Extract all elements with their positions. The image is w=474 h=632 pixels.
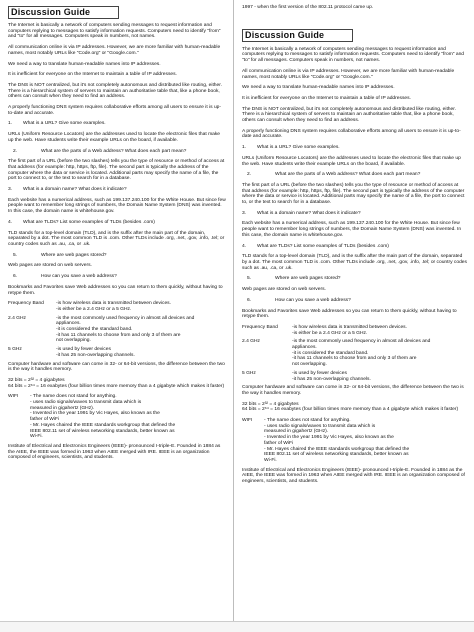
intro-paragraph: The Internet is basically a network of computers sending messages to request information and computers replying to messages to satisfy information requests. Computers need to identify "from" and "to" for all messages. Computers speak in numbers, not names. bbox=[8, 23, 221, 40]
question-4-2: 4. What are TLDs? List some examples of TLDs (besides .com) bbox=[242, 243, 389, 249]
answer-2: The first part of a URL (before the two slashes) tells you the type of resource or method of access at that address (for example: http, https, ftp, file). The second part is typically the address of the computer where the data or service is located. Additional parts may specify the name of a file, the port to connect to, or the text to search for in a database. bbox=[8, 159, 225, 182]
dns-paragraph: The DNS is NOT centralized, but it's not completely autonomous and distributed like routing, either. There is a hierarchical system of servers to maintain an authoritative table that, like a phone book, others can consult when they need to find an address. bbox=[8, 82, 222, 100]
answer-4: TLD stands for a top-level domain (TLD), and is the suffix after the main part of the domain, separated by a dot. The most common TLD is .com. Other TLDs include .org, .net, .gov, .info, .tel; or country codes such as .au, .ca, or .uk. bbox=[8, 230, 225, 247]
left-column bbox=[2, 0, 231, 632]
answer-5: Web pages are stored on web servers. bbox=[8, 263, 92, 269]
question-1: 1. What is a URL? Give some examples. bbox=[8, 121, 106, 127]
question-1-2: 1. What is a URL? Give some examples. bbox=[242, 145, 340, 151]
question-3: 3. What is a domain name? What does it indicate? bbox=[8, 187, 127, 193]
top-note: 1997 - when the first version of the 802.11 protocol came up. bbox=[242, 5, 374, 10]
proper-dns-paragraph-2: A properly functioning DNS system requires collaborative efforts among all users to ensure it is up-to-date and accurate. bbox=[242, 128, 461, 140]
translate-paragraph-2: We need a way to translate human-readable names into IP addresses. bbox=[242, 85, 395, 91]
page-footer-strip bbox=[0, 621, 474, 632]
question-6: 6. How can you save a web address? bbox=[13, 274, 117, 280]
ieee-paragraph-2: Institute of Electrical and Electronics Engineers (IEEE)- pronounced I-triple-E. Founded in 1884 as the AIEE, the IEEE was formed in 1963 when AIEE merged with IRE. IEEE is an organization composed of engineers, scientists, and students. bbox=[242, 467, 465, 485]
answer-6: Bookmarks and Favorites save Web addresses so you can return to them quickly, without having to retype them. bbox=[8, 284, 223, 296]
bits-paragraph: Computer hardware and software can come in 32- or 64-bit versions, the difference between the two is the way it handles memory. bbox=[8, 361, 225, 373]
frequency-band-definition: Frequency Band -is how wireless data is transmitted between devices. -is either be a 2.4 GHz or a 5 GHz. bbox=[8, 301, 171, 312]
answer-3: Each website has a numerical address, such as 199.137.240.100 for the White House. But since few people want to remember long strings of numbers, the Domain Name System (DNS) was invented. In this case, the domain name is whitehouse.gov. bbox=[8, 197, 226, 215]
answer-1: URLs (Uniform Resource Locators) are the addresses used to locate the electronic files that make up the web. Have students write their example URLs on the board, if available. bbox=[8, 132, 221, 143]
ghz24-definition-2: 2.4 GHz -is the most commonly used frequency in almost all devices and appliances. -it is considered the standard band. -it has 11 channels to choose from and only 3 of them are not overlapping. bbox=[242, 339, 431, 368]
bits64-line: 64 bits = 2⁶⁴ = 16 exabytes (four billion times more memory than a 4 gigabyte which makes it faster) bbox=[8, 383, 225, 389]
bits-paragraph-2: Computer hardware and software can come in 32- or 64-bit versions, the difference between the two is the way it handles memory. bbox=[242, 385, 464, 396]
page-title: Discussion Guide bbox=[8, 6, 119, 19]
question-4: 4. What are TLDs? List some examples of TLDs (besides .com) bbox=[8, 219, 155, 225]
bits64-line-2: 64 bits = 2⁶⁴ = 16 exabytes (four billion times more memory than a 4 gigabyte which makes it faster) bbox=[242, 407, 459, 413]
question-2: 2. What are the parts of a Web address? What does each part mean? bbox=[13, 148, 187, 154]
question-3-2: 3. What is a domain name? What does it indicate? bbox=[242, 210, 361, 216]
ghz5-definition: 5 GHz -is used by fewer devices -it has 25 non-overlapping channels. bbox=[8, 347, 135, 358]
translate-paragraph: We need a way to translate human-readable names into IP addresses. bbox=[8, 61, 161, 67]
ghz24-definition: 2.4 GHz -is the most commonly used frequency in almost all devices and appliances. -it is considered the standard band. -it has 11 channels to choose from and only 3 of them are not overlapping. bbox=[8, 315, 195, 344]
question-5: 5. Where are web pages stored? bbox=[13, 252, 107, 258]
ip-paragraph-2: All communication online is via IP addresses. However, we are more familiar with human-readable names, most notably URLs like "Code.org" or "Google.com." bbox=[242, 68, 455, 80]
bits32-line: 32 bits = 2³² = 4 gigabytes bbox=[8, 377, 65, 383]
ip-paragraph: All communication online is via IP addresses. However, we are more familiar with human-readable names, most notably URLs like "Code.org" or "Google.com." bbox=[8, 45, 221, 56]
question-6-2: 6. How can you save a web address? bbox=[247, 297, 351, 303]
inefficient-paragraph: It is inefficient for everyone on the Internet to maintain a table of IP addresses. bbox=[8, 72, 177, 78]
ieee-paragraph: Institute of Electrical and Electronics Engineers (IEEE)- pronounced I-triple-E. Founded in 1884 as the AIEE, the IEEE was formed in 1963 when AIEE merged with IRE. IEEE is an organization composed of engineers, scientists, and students. bbox=[8, 443, 221, 461]
answer-3-2: Each website has a numerical address, such as 199.137.240.100 for the White House. But since few people want to remember long strings of numbers, the Domain Name System (DNS) was invented. In this case, the domain name is whitehouse.gov. bbox=[242, 221, 462, 238]
wifi-definition-2: WIFI - The name does not stand for anything. - uses radio signals/waves to transmit data which is measured in gigahertz (GHz). - Invented in the year 1991 by Vic Hayes, also known as the father of WiFi - Mr. Hayes chaired the IEEE standards workgroup that defined the IEEE 802.11 set of wireless networking standards, better known as Wi-Fi. bbox=[242, 418, 410, 463]
ghz5-definition-2: 5 GHz -is used by fewer devices -it has 25 non-overlapping channels. bbox=[242, 370, 371, 382]
answer-6-2: Bookmarks and Favorites save Web addresses so you can return to them quickly, without having to retype them. bbox=[242, 308, 457, 320]
question-5-2: 5. Where are web pages stored? bbox=[247, 276, 341, 282]
intro-paragraph-2: The Internet is basically a network of computers sending messages to request information and computers replying to messages to satisfy information requests. Computers need to identify "from" and "to" for all messages. Computers speak in numbers, not names. bbox=[242, 46, 465, 64]
wifi-definition: WIFI - The name does not stand for anything. - uses radio signals/waves to transmit data which is measured in gigahertz (GHz). - Invented in the year 1991 by Vic Hayes, also known as the father of WiFi - Mr. Hayes chaired the IEEE standards workgroup that defined the IEEE 802.11 set of wireless networking standards, better known as Wi-Fi. bbox=[8, 394, 176, 440]
inefficient-paragraph-2: It is inefficient for everyone on the Internet to maintain a table of IP addresses. bbox=[242, 95, 411, 101]
right-column bbox=[236, 0, 472, 632]
frequency-band-definition-2: Frequency Band -is how wireless data is transmitted between devices. -is either be a 2.4 GHz or a 5 GHz. bbox=[242, 324, 407, 336]
answer-2-2: The first part of a URL (before the two slashes) tells you the type of resource or method of access at that address (for example: http, https, ftp, file). The second part is typically the address of the computer where the data or service is located. Additional parts may specify the name of a file, the port to connect to, or the text to search for in a database. bbox=[242, 182, 465, 206]
answer-1-2: URLs (Uniform Resource Locators) are the addresses used to locate the electronic files that make up the web. Have students write their example URLs on the board, if available. bbox=[242, 155, 461, 167]
proper-dns-paragraph: A properly functioning DNS system requires collaborative efforts among all users to ensure it is up-to-date and accurate. bbox=[8, 105, 222, 116]
page-title-2: Discussion Guide bbox=[242, 29, 353, 42]
dns-paragraph-2: The DNS is NOT centralized, but it's not completely autonomous and distributed like routing, either. There is a hierarchical system of servers to maintain an authoritative table that, like a phone book, others can consult when they need to find an address. bbox=[242, 106, 456, 124]
question-2-2: 2. What are the parts of a Web address? What does each part mean? bbox=[247, 172, 421, 178]
answer-4-2: TLD stands for a top-level domain (TLD), and is the suffix after the main part of the domain, separated by a dot. The most common TLD is .com. Other TLDs include .org, .net, .gov, .info, .tel; or country codes such as .au, .ca, or .uk. bbox=[242, 254, 467, 271]
page-divider bbox=[233, 0, 234, 632]
bits32-line-2: 32 bits = 2³² = 4 gigabytes bbox=[242, 401, 299, 407]
answer-5-2: Web pages are stored on web servers. bbox=[242, 287, 326, 293]
